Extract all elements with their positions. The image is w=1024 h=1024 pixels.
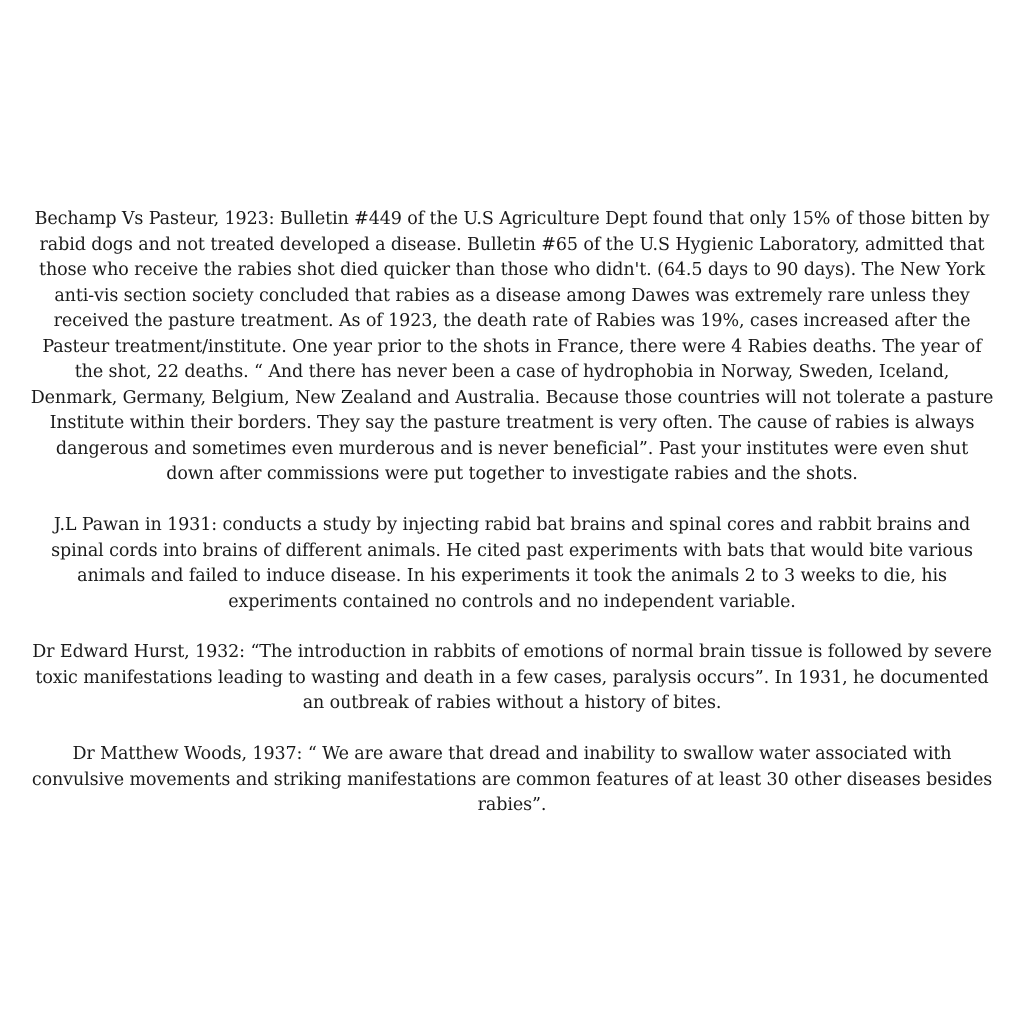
paragraph-text: Dr Matthew Woods, 1937: “ We are aware that dread and inability to swallow water associated with convulsive movements and striking manifestations are common features of at least 30 other diseases besides rabies”. [31,744,993,815]
paragraph-text: J.L Pawan in 1931: conducts a study by injecting rabid bat brains and spinal cores and rabbit brains and spinal cords into brains of different animals. He cited past experiments with bats that would bite various animals and failed to induce disease. In his experiments it took the animals 2 to 3 weeks to die, his experiments contained no controls and no independent variable. [51,515,973,612]
paragraph-text: Dr Edward Hurst, 1932: “The introduction in rabbits of emotions of normal brain tissue is followed by severe toxic manifestations leading to wasting and death in a few cases, paralysis occurs”. In 1931, he documented an outbreak of rabies without a history of bites. [32,642,992,713]
paragraph-woods-1937 [30,742,994,819]
paragraph-hurst-1932 [30,640,994,717]
paragraph-text: Bechamp Vs Pasteur, 1923: Bulletin #449 of the U.S Agriculture Dept found that only 15% of those bitten by rabid dogs and not treated developed a disease. Bulletin #65 of the U.S Hygienic Laboratory, admitted that those who receive the rabies shot died quicker than those who didn't. (64.5 days to 90 days). The New York anti-vis section society concluded that rabies as a disease among Dawes was extremely rare unless they received the pasture treatment. As of 1923, the death rate of Rabies was 19%, cases increased after the Pasteur treatment/institute. One year prior to the shots in France, there were 4 Rabies deaths. The year of the shot, 22 deaths. “ And there has never been a case of hydrophobia in Norway, Sweden, Iceland, Denmark, Germany, Belgium, New Zealand and Australia. Because those countries will not tolerate a pasture Institute within their borders. They say the pasture treatment is very often. The cause of rabies is always dangerous and sometimes even murderous and is never beneficial”. Past your institutes were even shut down after commissions were put together to investigate rabies and the shots. [30,209,994,484]
paragraph-bechamp-vs-pasteur [30,207,994,488]
paragraph-pawan-1931 [30,513,994,615]
